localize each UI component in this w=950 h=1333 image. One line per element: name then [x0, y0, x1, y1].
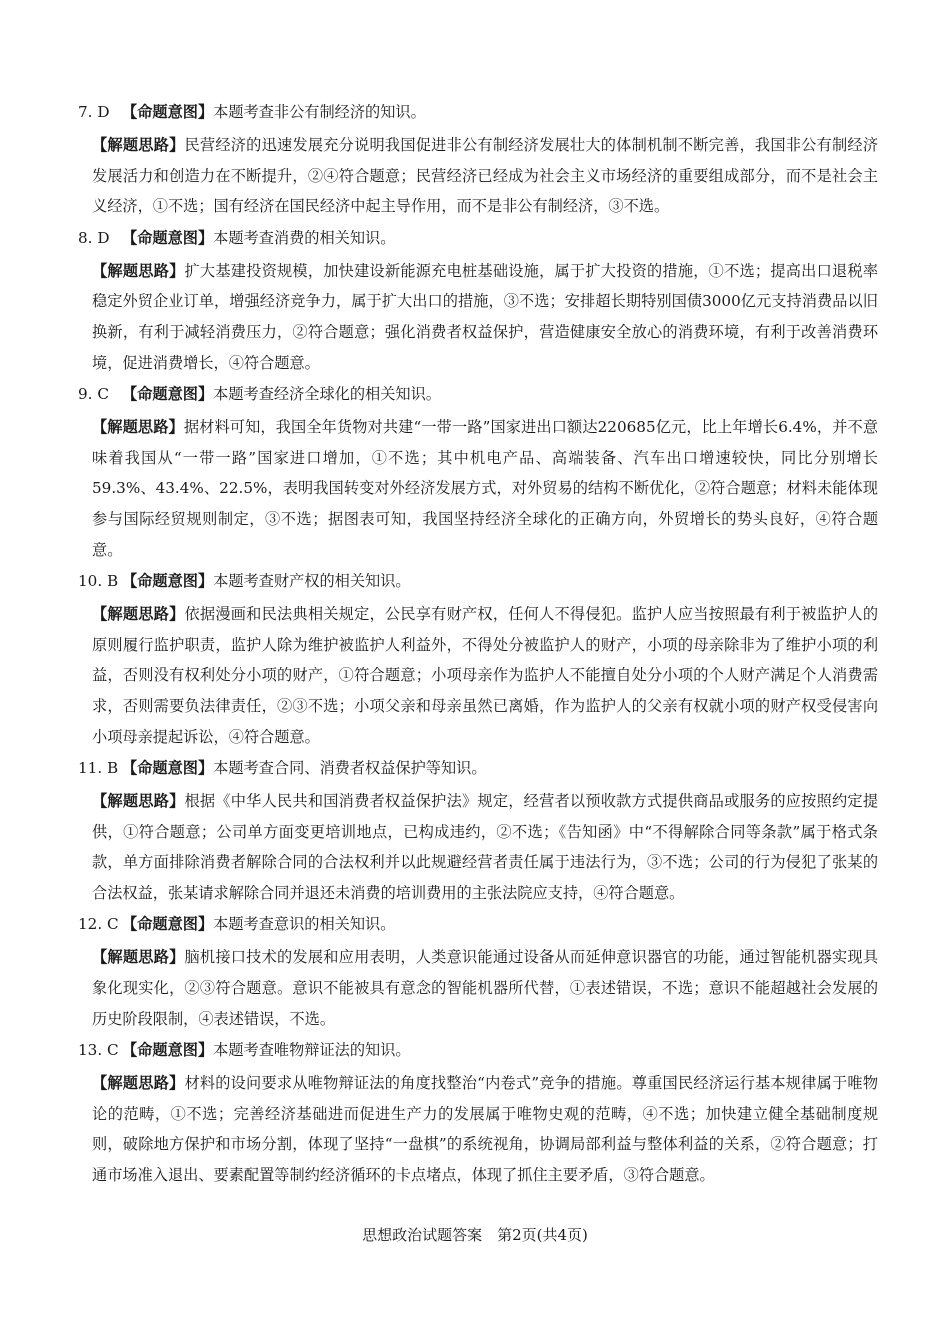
intent-text: 本题考查意识的相关知识。: [213, 915, 396, 934]
answer-number: 10. B: [78, 572, 119, 591]
answer-item-11: [78, 754, 878, 908]
answer-heading: [78, 567, 878, 595]
answer-heading: [78, 1036, 878, 1064]
analysis-paragraph: [78, 599, 878, 752]
intent-label: 【命题意图】: [122, 228, 214, 247]
analysis-label: 【解题思路】: [92, 1074, 185, 1093]
analysis-text: 材料的设问要求从唯物辩证法的角度找整治“内卷式”竞争的措施。尊重国民经济运行基本规律属于唯物论的范畴，①不选；完善经济基础进而促进生产力的发展属于唯物史观的范畴，④不选；加快建立健全基础制度规则，破除地方保护和市场分割，体现了坚持“一盘棋”的系统视角，协调局部利益与整体利益的关系，②符合题意；打通市场准入退出、要素配置等制约经济循环的卡点堵点，体现了抓住主要矛盾，③符合题意。: [92, 1074, 879, 1185]
intent-text: 本题考查非公有制经济的知识。: [213, 103, 426, 121]
analysis-text: 据材料可知，我国全年货物对共建“一带一路”国家进出口额达220685亿元，比上年增长6.4%，并不意味着我国从“一带一路”国家进口增加，①不选；其中机电产品、高端装备、汽车出口增速较快，同比分别增长59.3%、43.4%、22.5%，表明我国转变对外经济发展方式，对外贸易的结构不断优化，②符合题意；材料未能体现参与国际经贸规则制定，③不选；据图表可知，我国坚持经济全球化的正确方向，外贸增长的势头良好，④符合题意。: [92, 418, 879, 559]
answer-heading: [78, 224, 878, 252]
answer-item-7: [78, 98, 878, 222]
intent-label: 【命题意图】: [122, 572, 214, 591]
intent-text: 本题考查唯物辩证法的知识。: [213, 1041, 411, 1060]
intent-text: 本题考查经济全球化的相关知识。: [213, 385, 441, 404]
answer-item-10: [78, 567, 878, 752]
analysis-label: 【解题思路】: [92, 136, 185, 154]
answer-heading: [78, 380, 878, 408]
analysis-paragraph: [78, 130, 878, 222]
analysis-text: 民营经济的迅速发展充分说明我国促进非公有制经济发展壮大的体制机制不断完善，我国非公有制经济发展活力和创造力在不断提升，②④符合题意；民营经济已经成为社会主义市场经济的重要组成部分，而不是社会主义经济，①不选；国有经济在国民经济中起主导作用，而不是非公有制经济，③不选。: [92, 136, 879, 216]
analysis-label: 【解题思路】: [92, 948, 185, 967]
answer-item-12: [78, 910, 878, 1034]
answer-list: [78, 98, 878, 1193]
analysis-label: 【解题思路】: [92, 605, 185, 624]
answer-number: 8. D: [78, 228, 110, 247]
analysis-paragraph: [78, 942, 878, 1034]
answer-item-9: [78, 380, 878, 565]
analysis-paragraph: [78, 412, 878, 565]
intent-text: 本题考查财产权的相关知识。: [213, 572, 411, 591]
analysis-label: 【解题思路】: [92, 792, 185, 811]
answer-item-8: [78, 224, 878, 378]
intent-label: 【命题意图】: [122, 759, 214, 778]
answer-heading: [78, 98, 878, 126]
analysis-paragraph: [78, 786, 878, 908]
answer-number: 12. C: [78, 915, 119, 934]
intent-label: 【命题意图】: [122, 915, 214, 934]
answer-number: 11. B: [78, 759, 119, 778]
answer-heading: [78, 754, 878, 782]
analysis-label: 【解题思路】: [92, 418, 184, 437]
answer-item-13: [78, 1036, 878, 1190]
analysis-label: 【解题思路】: [92, 261, 185, 280]
answer-heading: [78, 910, 878, 938]
intent-text: 本题考查消费的相关知识。: [213, 228, 396, 247]
analysis-paragraph: [78, 256, 878, 378]
analysis-text: 脑机接口技术的发展和应用表明，人类意识能通过设备从而延伸意识器官的功能，通过智能机器实现具象化现实化，②③符合题意。意识不能被具有意念的智能机器所代替，①表述错误，不选；意识不能超越社会发展的历史阶段限制，④表述错误，不选。: [92, 948, 879, 1028]
intent-label: 【命题意图】: [122, 1041, 214, 1060]
analysis-paragraph: [78, 1068, 878, 1190]
intent-text: 本题考查合同、消费者权益保护等知识。: [213, 759, 487, 778]
analysis-text: 扩大基建投资规模，加快建设新能源充电桩基础设施，属于扩大投资的措施，①不选；提高出口退税率稳定外贸企业订单，增强经济竞争力，属于扩大出口的措施，③不选；安排超长期特别国债3000亿元支持消费品以旧换新，有利于减轻消费压力，②符合题意；强化消费者权益保护，营造健康安全放心的消费环境，有利于改善消费环境，促进消费增长，④符合题意。: [92, 261, 879, 372]
answer-number: 13. C: [78, 1041, 119, 1060]
intent-label: 【命题意图】: [122, 385, 214, 404]
analysis-text: 依据漫画和民法典相关规定，公民享有财产权，任何人不得侵犯。监护人应当按照最有利于被监护人的原则履行监护职责，监护人除为维护被监护人利益外，不得处分被监护人的财产，小项的母亲除非为了维护小项的利益，否则没有权利处分小项的财产，①符合题意；小项母亲作为监护人不能擅自处分小项的个人财产满足个人消费需求，否则需要负法律责任，②③不选；小项父亲和母亲虽然已离婚，作为监护人的父亲有权就小项的财产权受侵害向小项母亲提起诉讼，④符合题意。: [92, 605, 879, 746]
intent-label: 【命题意图】: [122, 103, 214, 121]
analysis-text: 根据《中华人民共和国消费者权益保护法》规定，经营者以预收款方式提供商品或服务的应按照约定提供，①符合题意；公司单方面变更培训地点，已构成违约，②不选；《告知函》中“不得解除合同等条款”属于格式条款，单方面排除消费者解除合同的合法权利并以此规避经营者责任属于违法行为，③不选；公司的行为侵犯了张某的合法权益，张某请求解除合同并退还未消费的培训费用的主张法院应支持，④符合题意。: [92, 792, 879, 902]
answer-number: 9. C: [78, 385, 109, 404]
page-footer: 思想政治试题答案 第2页(共4页): [362, 1226, 588, 1244]
answer-number: 7. D: [78, 103, 110, 121]
